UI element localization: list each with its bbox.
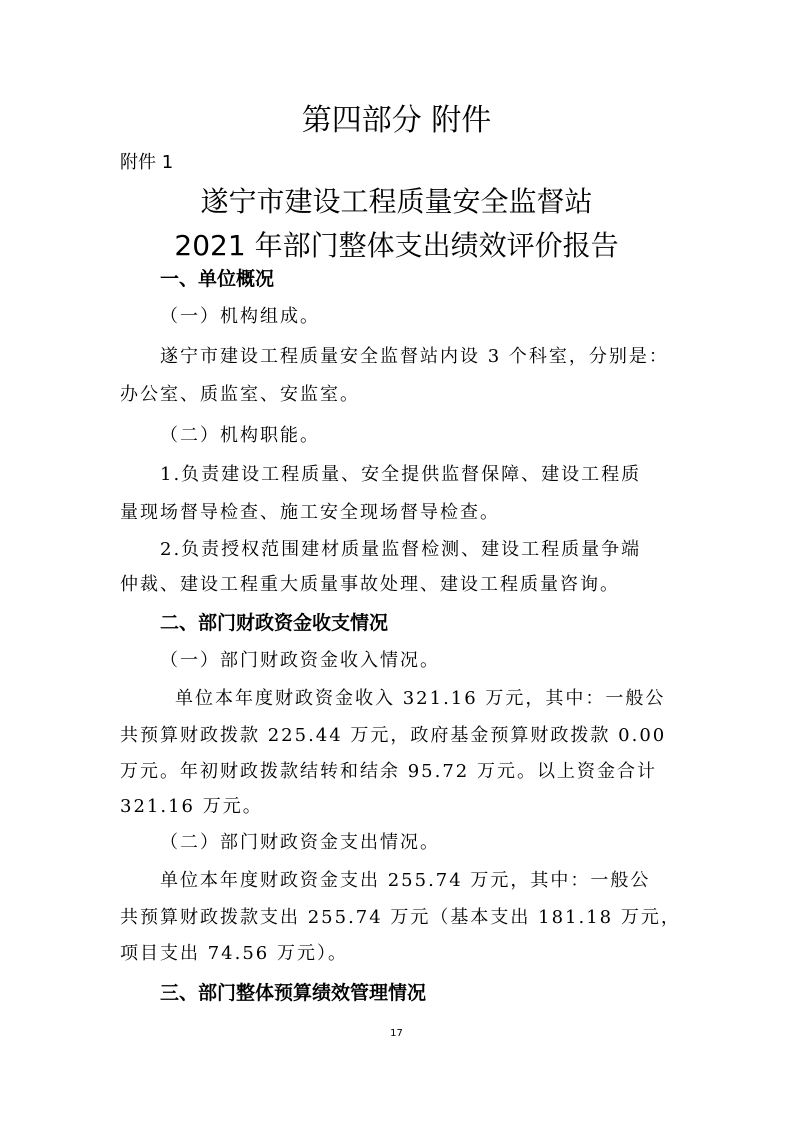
part-title: 第四部分 附件 xyxy=(301,103,492,138)
report-title-line1: 遂宁市建设工程质量安全监督站 xyxy=(200,185,593,218)
section2-sub2-heading: （二）部门财政资金支出情况。 xyxy=(160,832,440,853)
section1-item2-line1: 2.负责授权范围建材质量监督检测、建设工程质量争端 xyxy=(160,539,642,560)
page-number: 17 xyxy=(390,1028,403,1039)
income-line4: 321.16 万元。 xyxy=(120,796,263,817)
attachment-label: 附件 1 xyxy=(120,152,174,173)
section3-heading: 三、部门整体预算绩效管理情况 xyxy=(160,982,427,1004)
section1-item1-line1: 1.负责建设工程质量、安全提供监督保障、建设工程质 xyxy=(160,464,642,485)
section1-sub1-line2: 办公室、质监室、安监室。 xyxy=(120,384,360,405)
income-line3: 万元。年初财政拨款结转和结余 95.72 万元。以上资金合计 xyxy=(120,761,657,782)
section1-sub1-heading: （一）机构组成。 xyxy=(160,306,320,327)
report-title-line2: 2021 年部门整体支出绩效评价报告 xyxy=(174,229,619,262)
income-line2: 共预算财政拨款 225.44 万元，政府基金预算财政拨款 0.00 xyxy=(120,725,667,746)
income-line1: 单位本年度财政资金收入 321.16 万元，其中：一般公 xyxy=(175,688,666,709)
section1-sub1-line1: 遂宁市建设工程质量安全监督站内设 3 个科室，分别是： xyxy=(160,346,669,367)
expense-line1: 单位本年度财政资金支出 255.74 万元，其中：一般公 xyxy=(160,870,651,891)
section2-sub1-heading: （一）部门财政资金收入情况。 xyxy=(160,650,440,671)
section1-item2-line2: 仲裁、建设工程重大质量事故处理、建设工程质量咨询。 xyxy=(120,574,620,595)
expense-line3: 项目支出 74.56 万元）。 xyxy=(120,943,348,964)
expense-line2: 共预算财政拨款支出 255.74 万元（基本支出 181.18 万元， xyxy=(120,907,681,928)
section1-sub2-heading: （二）机构职能。 xyxy=(160,425,320,446)
section1-heading: 一、单位概况 xyxy=(160,268,275,290)
section2-heading: 二、部门财政资金收支情况 xyxy=(160,612,389,634)
section1-item1-line2: 量现场督导检查、施工安全现场督导检查。 xyxy=(120,502,500,523)
